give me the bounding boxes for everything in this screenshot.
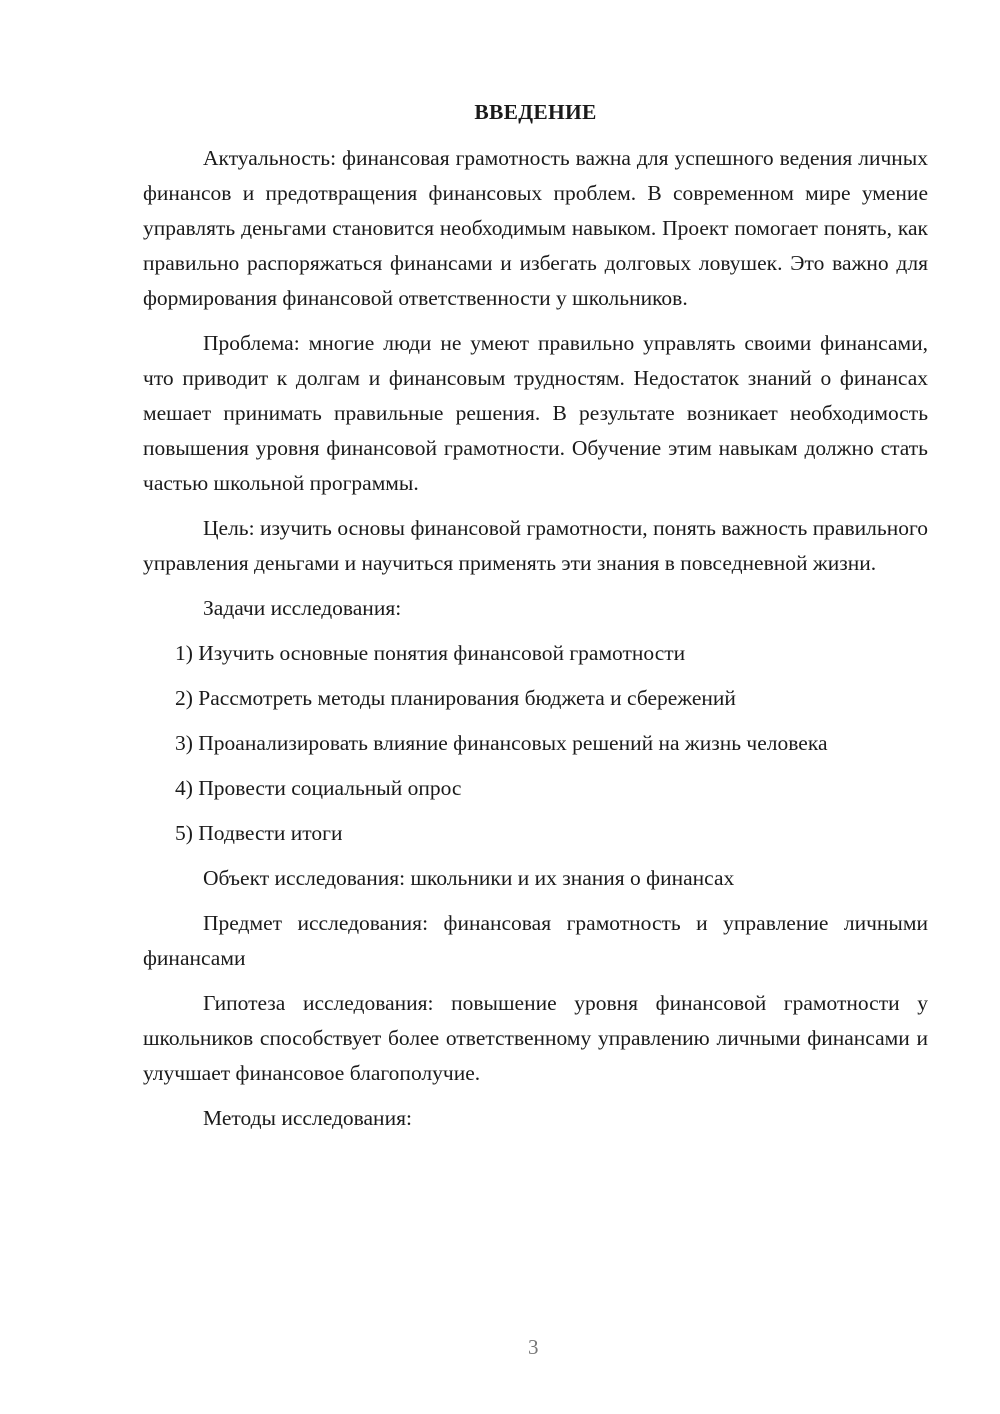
research-subject: Предмет исследования: финансовая грамотность и управление личными финансами [143,911,928,970]
task-item-4: 4) Провести социальный опрос [175,776,462,800]
task-item-3: 3) Проанализировать влияние финансовых решений на жизнь человека [175,731,828,755]
section-title: ВВЕДЕНИЕ [474,100,597,124]
research-object: Объект исследования: школьники и их знания о финансах [203,866,735,890]
goal-paragraph: Цель: изучить основы финансовой грамотности, понять важность правильного управления деньгами и научиться применять эти знания в повседневной жизни. [143,516,928,575]
problem-paragraph: Проблема: многие люди не умеют правильно управлять своими финансами, что приводит к долгам и финансовым трудностям. Недостаток знаний о финансах мешает принимать правильные решения. В результате возникает необходимость повышения уровня финансовой грамотности. Обучение этим навыкам должно стать частью школьной программы. [143,331,928,495]
task-item-1: 1) Изучить основные понятия финансовой грамотности [175,641,686,665]
tasks-heading: Задачи исследования: [203,596,402,620]
methods-heading: Методы исследования: [203,1106,412,1130]
research-hypothesis: Гипотеза исследования: повышение уровня финансовой грамотности у школьников способствует более ответственному управлению личными финансами и улучшает финансовое благополучие. [143,991,928,1085]
task-item-5: 5) Подвести итоги [175,821,343,845]
page-number: 3 [528,1335,539,1359]
task-item-2: 2) Рассмотреть методы планирования бюджета и сбережений [175,686,736,710]
relevance-paragraph: Актуальность: финансовая грамотность важна для успешного ведения личных финансов и предотвращения финансовых проблем. В современном мире умение управлять деньгами становится необходимым навыком. Проект помогает понять, как правильно распоряжаться финансами и избегать долговых ловушек. Это важно для формирования финансовой ответственности у школьников. [143,146,928,310]
page-content [143,95,928,1146]
